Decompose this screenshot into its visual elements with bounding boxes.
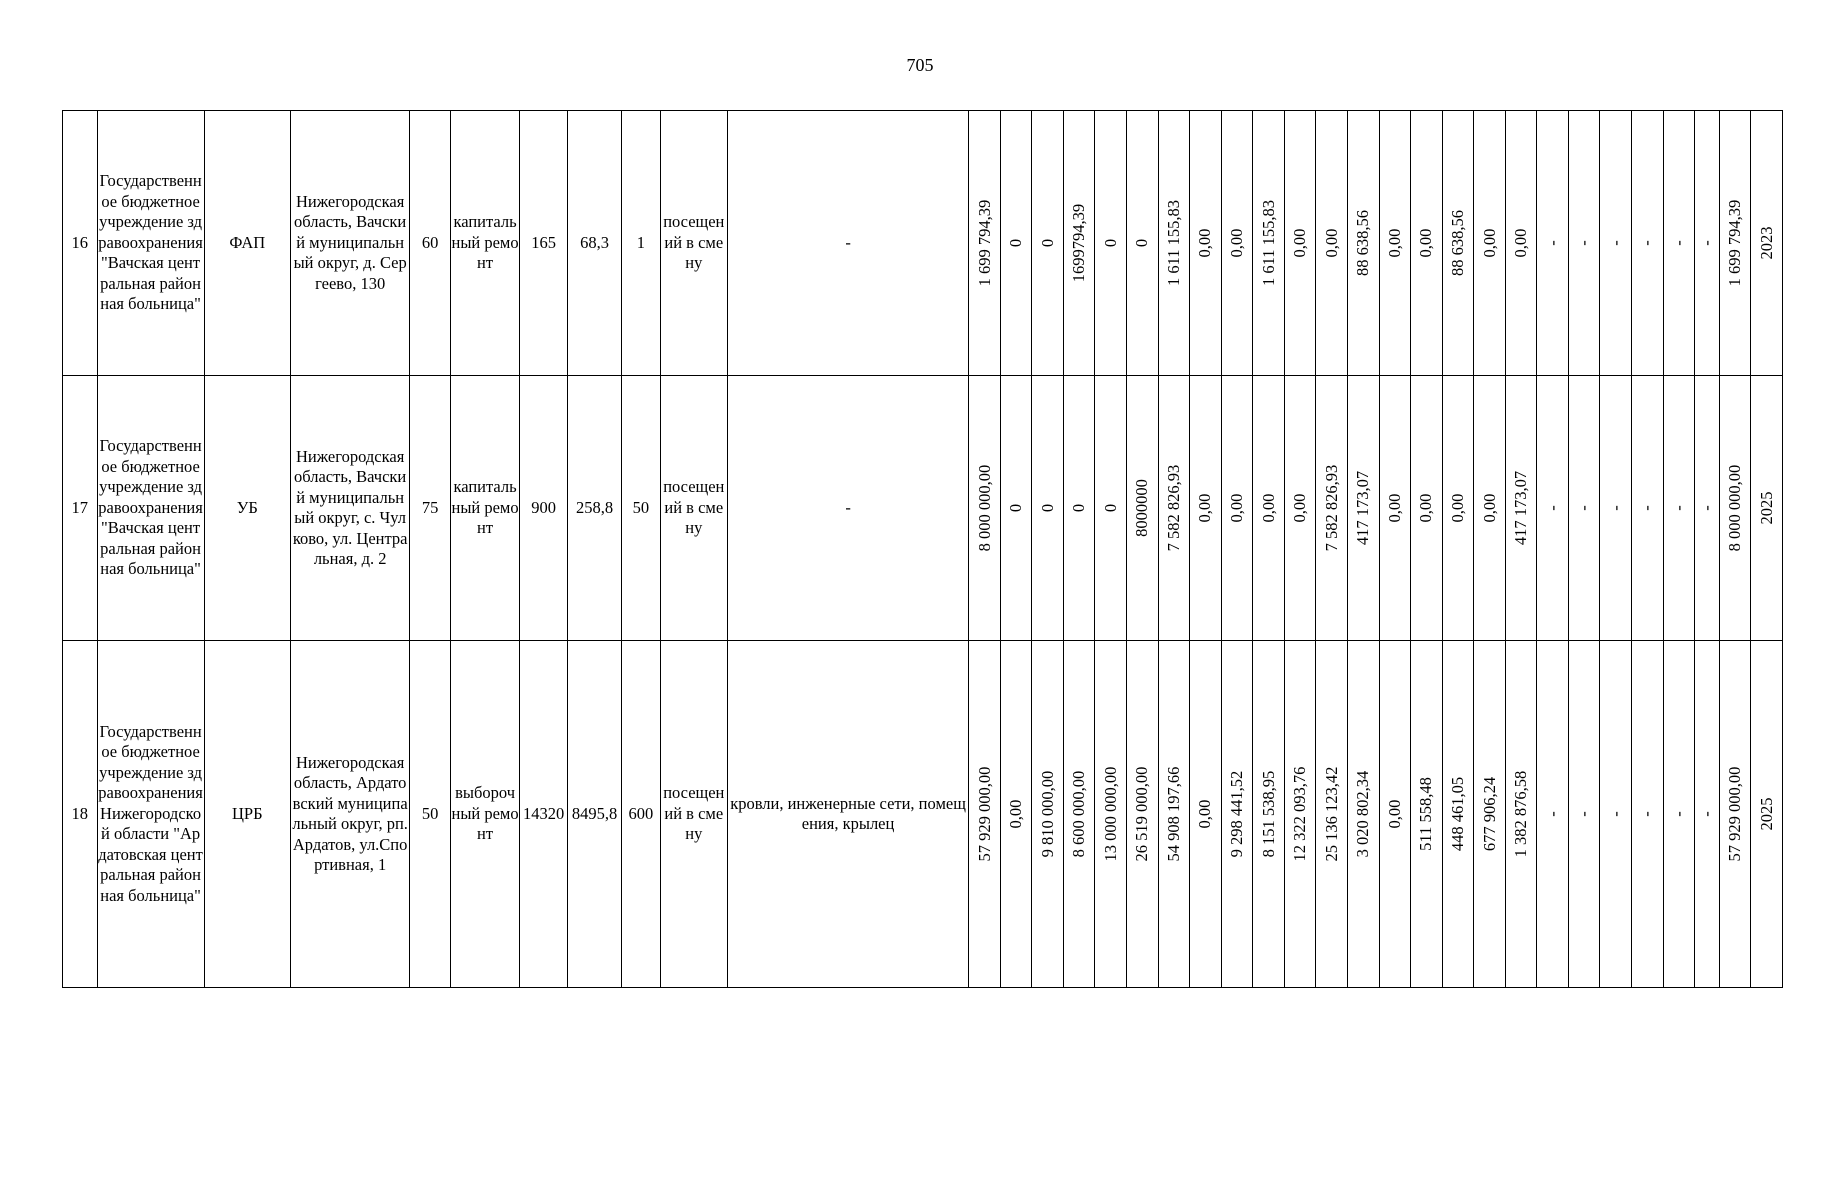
amount-cell <box>1600 111 1632 376</box>
amount-value: 2025 <box>1756 491 1776 525</box>
amount-value: - <box>1542 505 1562 511</box>
amount-cell <box>1253 641 1285 988</box>
amount-value: 0,00 <box>1479 493 1499 523</box>
amount-value: 8000000 <box>1132 479 1152 537</box>
amount-value: 0,00 <box>1258 493 1278 523</box>
amount-cell <box>1158 641 1190 988</box>
amount-value: 3 020 802,34 <box>1353 770 1373 858</box>
amount-value: 0,00 <box>1321 228 1341 258</box>
organization-name: Государственное бюджетное учреждение здравоохранения Нижегородской области "Ардатовская центральная районная больница" <box>97 641 204 988</box>
amount-cell <box>1032 376 1064 641</box>
amount-cell <box>1663 111 1695 376</box>
amount-cell <box>1568 641 1600 988</box>
table-row <box>63 111 1783 376</box>
amount-value: 13 000 000,00 <box>1100 766 1120 862</box>
amount-value: - <box>1573 811 1593 817</box>
amount-value: 0,00 <box>1384 493 1404 523</box>
amount-cell <box>1347 111 1379 376</box>
amount-cell <box>1190 376 1222 641</box>
work-description: - <box>727 376 968 641</box>
amount-cell <box>1253 111 1285 376</box>
amount-cell <box>1600 641 1632 988</box>
amount-cell <box>1568 376 1600 641</box>
amount-cell <box>1127 376 1159 641</box>
amount-value: 1 382 876,58 <box>1510 770 1530 858</box>
capacity: 14320 <box>520 641 568 988</box>
visits-count: 1 <box>622 111 661 376</box>
amount-cell <box>1537 111 1569 376</box>
amount-value: - <box>1573 505 1593 511</box>
amount-cell <box>1095 111 1127 376</box>
amount-cell <box>969 641 1001 988</box>
address: Нижегородская область, Вачский муниципальный округ, с. Чулково, ул. Центральная, д. 2 <box>291 376 410 641</box>
amount-value: 2025 <box>1756 797 1776 831</box>
amount-cell <box>1032 641 1064 988</box>
amount-cell <box>1442 376 1474 641</box>
amount-value: 1 611 155,83 <box>1258 199 1278 287</box>
area: 68,3 <box>568 111 622 376</box>
amount-cell <box>1000 111 1032 376</box>
table-row <box>63 641 1783 988</box>
amount-value: 7 582 826,93 <box>1321 464 1341 552</box>
amount-value: 0,00 <box>1416 228 1436 258</box>
amount-cell <box>1442 111 1474 376</box>
amount-value: 511 558,48 <box>1416 777 1436 851</box>
work-type: выборочный ремонт <box>450 641 519 988</box>
amount-value: 1699794,39 <box>1068 203 1088 283</box>
amount-value: 25 136 123,42 <box>1321 766 1341 862</box>
amount-cell <box>1379 376 1411 641</box>
amount-value: - <box>1696 240 1716 246</box>
amount-cell <box>1632 111 1664 376</box>
amount-cell <box>1751 111 1783 376</box>
amount-value: - <box>1696 811 1716 817</box>
objects-table <box>62 110 1783 988</box>
amount-cell <box>1379 641 1411 988</box>
amount-value: - <box>1637 240 1657 246</box>
amount-value: 0 <box>1100 503 1120 513</box>
amount-value: 0,00 <box>1195 799 1215 829</box>
amount-cell <box>1411 376 1443 641</box>
amount-cell <box>1095 641 1127 988</box>
amount-value: 0 <box>1005 503 1025 513</box>
amount-cell <box>1158 111 1190 376</box>
amount-value: - <box>1637 811 1657 817</box>
amount-value: 0,00 <box>1226 493 1246 523</box>
amount-cell <box>1632 641 1664 988</box>
amount-value: - <box>1542 811 1562 817</box>
amount-value: 57 929 000,00 <box>974 766 994 862</box>
amount-value: 0,00 <box>1384 228 1404 258</box>
amount-value: - <box>1668 240 1688 246</box>
amount-cell <box>1063 641 1095 988</box>
amount-cell <box>1221 641 1253 988</box>
amount-cell <box>969 111 1001 376</box>
amount-value: 448 461,05 <box>1447 776 1467 852</box>
amount-value: 12 322 093,76 <box>1289 766 1309 862</box>
amount-cell <box>1695 641 1719 988</box>
amount-cell <box>1253 376 1285 641</box>
amount-cell <box>1063 376 1095 641</box>
amount-value: 417 173,07 <box>1510 470 1530 546</box>
amount-value: 0 <box>1100 238 1120 248</box>
capacity-unit: посещений в смену <box>660 641 727 988</box>
amount-cell <box>1411 641 1443 988</box>
amount-value: 0,00 <box>1479 228 1499 258</box>
amount-value: 2023 <box>1756 226 1776 260</box>
work-description: - <box>727 111 968 376</box>
amount-value: - <box>1637 505 1657 511</box>
amount-value: 26 519 000,00 <box>1132 766 1152 862</box>
amount-cell <box>1751 641 1783 988</box>
amount-value: 54 908 197,66 <box>1163 766 1183 862</box>
page-number: 705 <box>906 55 934 75</box>
amount-value: - <box>1668 811 1688 817</box>
amount-value: 8 151 538,95 <box>1258 770 1278 858</box>
amount-cell <box>1316 376 1348 641</box>
amount-cell <box>1505 641 1537 988</box>
address: Нижегородская область, Вачский муниципальный округ, д. Сергеево, 130 <box>291 111 410 376</box>
facility-type: ЦРБ <box>204 641 291 988</box>
amount-cell <box>1221 111 1253 376</box>
amount-cell <box>1158 376 1190 641</box>
work-type: капитальный ремонт <box>450 111 519 376</box>
amount-value: - <box>1605 811 1625 817</box>
amount-cell <box>1751 376 1783 641</box>
year-built: 60 <box>410 111 451 376</box>
amount-cell <box>1719 641 1751 988</box>
amount-value: 8 000 000,00 <box>974 464 994 552</box>
amount-cell <box>1032 111 1064 376</box>
amount-cell <box>1190 111 1222 376</box>
amount-value: 0,00 <box>1195 228 1215 258</box>
visits-count: 600 <box>622 641 661 988</box>
area: 258,8 <box>568 376 622 641</box>
amount-value: - <box>1542 240 1562 246</box>
facility-type: ФАП <box>204 111 291 376</box>
amount-value: 9 810 000,00 <box>1037 770 1057 858</box>
amount-cell <box>1632 376 1664 641</box>
amount-value: 0,00 <box>1416 493 1436 523</box>
amount-cell <box>1190 641 1222 988</box>
amount-value: 57 929 000,00 <box>1724 766 1744 862</box>
amount-value: 0,00 <box>1195 493 1215 523</box>
amount-cell <box>1442 641 1474 988</box>
amount-value: - <box>1573 240 1593 246</box>
amount-cell <box>1474 376 1506 641</box>
facility-type: УБ <box>204 376 291 641</box>
amount-value: - <box>1696 505 1716 511</box>
amount-value: 0 <box>1037 238 1057 248</box>
amount-cell <box>1568 111 1600 376</box>
amount-value: 0 <box>1132 238 1152 248</box>
amount-cell <box>1663 376 1695 641</box>
amount-cell <box>1000 376 1032 641</box>
amount-cell <box>1719 376 1751 641</box>
amount-cell <box>969 376 1001 641</box>
amount-value: 7 582 826,93 <box>1163 464 1183 552</box>
capacity-unit: посещений в смену <box>660 111 727 376</box>
amount-value: 9 298 441,52 <box>1226 770 1246 858</box>
row-number: 17 <box>63 376 98 641</box>
amount-value: 0,00 <box>1510 228 1530 258</box>
amount-cell <box>1316 641 1348 988</box>
amount-value: 88 638,56 <box>1447 210 1467 276</box>
amount-value: 8 600 000,00 <box>1068 770 1088 858</box>
amount-cell <box>1347 376 1379 641</box>
amount-value: 0 <box>1005 238 1025 248</box>
year-built: 50 <box>410 641 451 988</box>
amount-cell <box>1221 376 1253 641</box>
amount-value: 1 611 155,83 <box>1163 199 1183 287</box>
amount-cell <box>1127 111 1159 376</box>
amount-value: - <box>1605 240 1625 246</box>
amount-cell <box>1127 641 1159 988</box>
capacity: 165 <box>520 111 568 376</box>
capacity: 900 <box>520 376 568 641</box>
amount-cell <box>1284 111 1316 376</box>
amount-value: 417 173,07 <box>1353 470 1373 546</box>
amount-value: 0,00 <box>1005 799 1025 829</box>
amount-cell <box>1411 111 1443 376</box>
amount-cell <box>1284 641 1316 988</box>
amount-cell <box>1695 376 1719 641</box>
amount-value: 88 638,56 <box>1353 210 1373 276</box>
amount-cell <box>1695 111 1719 376</box>
amount-cell <box>1095 376 1127 641</box>
work-type: капитальный ремонт <box>450 376 519 641</box>
amount-cell <box>1379 111 1411 376</box>
amount-value: 677 906,24 <box>1479 776 1499 852</box>
amount-value: 1 699 794,39 <box>974 199 994 287</box>
amount-cell <box>1474 641 1506 988</box>
area: 8495,8 <box>568 641 622 988</box>
amount-cell <box>1284 376 1316 641</box>
address: Нижегородская область, Ардатовский муниципальный округ, рп. Ардатов, ул.Спортивная, 1 <box>291 641 410 988</box>
amount-cell <box>1537 376 1569 641</box>
organization-name: Государственное бюджетное учреждение здравоохранения "Вачская центральная районная больница" <box>97 111 204 376</box>
amount-value: 0,00 <box>1289 493 1309 523</box>
amount-cell <box>1505 111 1537 376</box>
amount-cell <box>1316 111 1348 376</box>
amount-value: 0,00 <box>1226 228 1246 258</box>
amount-value: 1 699 794,39 <box>1724 199 1744 287</box>
amount-value: 8 000 000,00 <box>1724 464 1744 552</box>
amount-value: - <box>1605 505 1625 511</box>
amount-value: 0,00 <box>1289 228 1309 258</box>
amount-cell <box>1474 111 1506 376</box>
amount-cell <box>1000 641 1032 988</box>
amount-value: 0,00 <box>1447 493 1467 523</box>
amount-value: 0 <box>1068 503 1088 513</box>
amount-value: 0,00 <box>1384 799 1404 829</box>
amount-cell <box>1537 641 1569 988</box>
amount-value: 0 <box>1037 503 1057 513</box>
year-built: 75 <box>410 376 451 641</box>
row-number: 16 <box>63 111 98 376</box>
amount-cell <box>1063 111 1095 376</box>
work-description: кровли, инженерные сети, помещения, крылец <box>727 641 968 988</box>
row-number: 18 <box>63 641 98 988</box>
amount-cell <box>1719 111 1751 376</box>
amount-cell <box>1663 641 1695 988</box>
table-row <box>63 376 1783 641</box>
visits-count: 50 <box>622 376 661 641</box>
amount-cell <box>1600 376 1632 641</box>
amount-cell <box>1347 641 1379 988</box>
amount-cell <box>1505 376 1537 641</box>
amount-value: - <box>1668 505 1688 511</box>
capacity-unit: посещений в смену <box>660 376 727 641</box>
organization-name: Государственное бюджетное учреждение здравоохранения "Вачская центральная районная больница" <box>97 376 204 641</box>
